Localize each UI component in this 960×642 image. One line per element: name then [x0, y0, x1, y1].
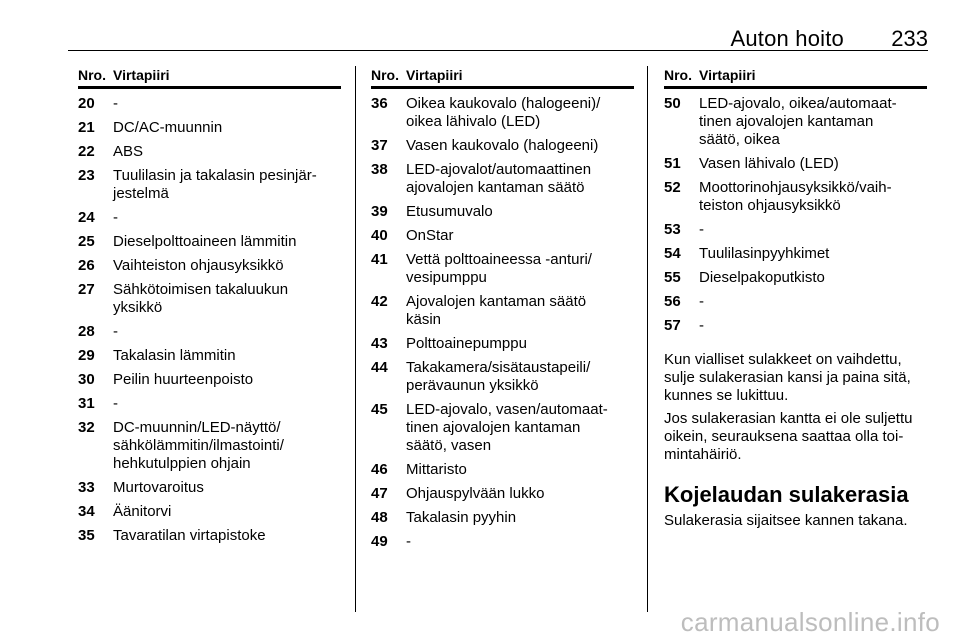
- fuse-number: 53: [664, 221, 681, 238]
- table-row: [371, 251, 634, 287]
- fuse-circuit: DC-muunnin/LED-näyttö/ sähkölämmitin/ilmastointi/ hehkutulppien ohjain: [113, 419, 284, 472]
- table-row: [78, 233, 341, 251]
- page-number: 233: [891, 26, 928, 51]
- paragraph-cover-warning: Jos sulakerasian kantta ei ole suljettu oikein, seurauksena saattaa olla toi- mintahäiriö.: [664, 410, 913, 463]
- fuse-number: 21: [78, 119, 95, 136]
- table-row: [78, 281, 341, 317]
- table-row: [664, 269, 927, 287]
- fuse-number: 50: [664, 95, 681, 112]
- fuse-number: 25: [78, 233, 95, 250]
- table-header: [371, 66, 634, 89]
- table-row: [664, 179, 927, 215]
- fuse-number: 40: [371, 227, 388, 244]
- fuse-number: 38: [371, 161, 388, 178]
- fuse-number: 51: [664, 155, 681, 172]
- table-rows: [78, 95, 341, 545]
- fuse-table-column-2: [371, 66, 634, 551]
- table-row: [371, 227, 634, 245]
- header-circuit: Virtapiiri: [113, 67, 170, 83]
- fuse-number: 43: [371, 335, 388, 352]
- table-row: [371, 461, 634, 479]
- fuse-number: 39: [371, 203, 388, 220]
- table-row: [371, 335, 634, 353]
- fuse-number: 24: [78, 209, 95, 226]
- header-circuit: Virtapiiri: [406, 67, 463, 83]
- fuse-circuit: LED-ajovalot/automaattinen ajovalojen kantaman säätö: [406, 161, 592, 196]
- table-row: [371, 137, 634, 155]
- table-row: [78, 257, 341, 275]
- fuse-circuit: Vettä polttoaineessa -anturi/ vesipumppu: [406, 251, 592, 286]
- fuse-number: 33: [78, 479, 95, 496]
- fuse-number: 46: [371, 461, 388, 478]
- table-row: [371, 95, 634, 131]
- table-row: [371, 293, 634, 329]
- fuse-circuit: Äänitorvi: [113, 503, 172, 520]
- fuse-circuit: Vaihteiston ohjausyksikkö: [113, 257, 284, 274]
- section-body: Sulakerasia sijaitsee kannen takana.: [664, 512, 908, 529]
- fuse-circuit: -: [113, 323, 118, 340]
- fuse-number: 56: [664, 293, 681, 310]
- table-header: [78, 66, 341, 89]
- fuse-circuit: Ohjauspylvään lukko: [406, 485, 545, 502]
- fuse-circuit: LED-ajovalo, vasen/automaat- tinen ajovalojen kantaman säätö, vasen: [406, 401, 608, 454]
- fuse-number: 44: [371, 359, 388, 376]
- header-number: Nro.: [78, 67, 106, 83]
- table-row: [78, 209, 341, 227]
- table-row: [371, 161, 634, 197]
- table-row: [78, 323, 341, 341]
- fuse-number: 42: [371, 293, 388, 310]
- fuse-circuit: Dieselpakoputkisto: [699, 269, 825, 286]
- fuse-circuit: Takalasin pyyhin: [406, 509, 517, 526]
- fuse-circuit: -: [699, 221, 704, 238]
- table-row: [371, 533, 634, 551]
- fuse-number: 30: [78, 371, 95, 388]
- fuse-number: 48: [371, 509, 388, 526]
- fuse-circuit: Tuulilasinpyyhkimet: [699, 245, 830, 262]
- fuse-number: 20: [78, 95, 95, 112]
- table-row: [78, 371, 341, 389]
- table-row: [664, 293, 927, 311]
- fuse-circuit: Moottorinohjausyksikkö/vaih- teiston ohjausyksikkö: [699, 179, 892, 214]
- paragraph-replace-fuses: Kun vialliset sulakkeet on vaihdettu, sulje sulakerasian kansi ja paina sitä, kunnes se lukittuu.: [664, 351, 911, 404]
- table-rows: [371, 95, 634, 551]
- header-number: Nro.: [664, 67, 692, 83]
- fuse-number: 28: [78, 323, 95, 340]
- fuse-circuit: ABS: [113, 143, 144, 160]
- page-header: [68, 18, 928, 51]
- fuse-circuit: DC/AC-muunnin: [113, 119, 223, 136]
- fuse-circuit: Vasen lähivalo (LED): [699, 155, 839, 172]
- fuse-number: 37: [371, 137, 388, 154]
- table-row: [664, 155, 927, 173]
- fuse-number: 26: [78, 257, 95, 274]
- fuse-circuit: Mittaristo: [406, 461, 467, 478]
- fuse-circuit: -: [113, 395, 118, 412]
- fuse-circuit: Ajovalojen kantaman säätö käsin: [406, 293, 587, 328]
- page-header-title: Auton hoito: [730, 26, 844, 51]
- table-header: [664, 66, 927, 89]
- table-row: [371, 509, 634, 527]
- table-row: [78, 479, 341, 497]
- column-divider: [355, 66, 356, 612]
- table-row: [664, 95, 927, 149]
- fuse-number: 54: [664, 245, 681, 262]
- fuse-number: 29: [78, 347, 95, 364]
- fuse-circuit: Takakamera/sisätaustapeili/ perävaunun yksikkö: [406, 359, 591, 394]
- table-row: [78, 395, 341, 413]
- fuse-circuit: Tuulilasin ja takalasin pesinjär- jestelmä: [113, 167, 317, 202]
- fuse-number: 23: [78, 167, 95, 184]
- table-row: [78, 95, 341, 113]
- table-row: [371, 203, 634, 221]
- fuse-number: 55: [664, 269, 681, 286]
- header-number: Nro.: [371, 67, 399, 83]
- fuse-circuit: Peilin huurteenpoisto: [113, 371, 254, 388]
- fuse-circuit: Takalasin lämmitin: [113, 347, 236, 364]
- table-rows: [664, 95, 927, 335]
- fuse-circuit: -: [699, 293, 704, 310]
- watermark: carmanualsonline.info: [680, 607, 940, 637]
- fuse-number: 45: [371, 401, 388, 418]
- fuse-circuit: Tavaratilan virtapistoke: [113, 527, 266, 544]
- fuse-circuit: Vasen kaukovalo (halogeeni): [406, 137, 599, 154]
- fuse-number: 49: [371, 533, 388, 550]
- fuse-circuit: Murtovaroitus: [113, 479, 204, 496]
- fuse-table-column-3: [664, 66, 927, 530]
- fuse-circuit: Oikea kaukovalo (halogeeni)/ oikea lähivalo (LED): [406, 95, 601, 130]
- fuse-number: 57: [664, 317, 681, 334]
- fuse-number: 52: [664, 179, 681, 196]
- fuse-circuit: -: [113, 209, 118, 226]
- fuse-number: 41: [371, 251, 388, 268]
- table-row: [664, 221, 927, 239]
- fuse-number: 31: [78, 395, 95, 412]
- fuse-number: 35: [78, 527, 95, 544]
- fuse-circuit: Polttoainepumppu: [406, 335, 527, 352]
- fuse-number: 32: [78, 419, 95, 436]
- fuse-number: 27: [78, 281, 95, 298]
- fuse-circuit: Etusumuvalo: [406, 203, 493, 220]
- fuse-circuit: Sähkötoimisen takaluukun yksikkö: [113, 281, 289, 316]
- fuse-circuit: Dieselpolttoaineen lämmitin: [113, 233, 297, 250]
- table-row: [78, 527, 341, 545]
- header-circuit: Virtapiiri: [699, 67, 756, 83]
- table-row: [78, 167, 341, 203]
- fuse-table-column-1: [78, 66, 341, 545]
- column-divider: [647, 66, 648, 612]
- table-row: [78, 419, 341, 473]
- fuse-circuit: -: [406, 533, 411, 550]
- section-title: Kojelaudan sulakerasia: [664, 482, 909, 507]
- fuse-circuit: -: [699, 317, 704, 334]
- table-row: [78, 143, 341, 161]
- table-row: [78, 347, 341, 365]
- table-row: [371, 485, 634, 503]
- table-row: [371, 359, 634, 395]
- table-row: [78, 503, 341, 521]
- fuse-circuit: -: [113, 95, 118, 112]
- fuse-circuit: LED-ajovalo, oikea/automaat- tinen ajovalojen kantaman säätö, oikea: [699, 95, 897, 148]
- fuse-number: 47: [371, 485, 388, 502]
- fuse-number: 22: [78, 143, 95, 160]
- fuse-number: 34: [78, 503, 95, 520]
- table-row: [78, 119, 341, 137]
- table-row: [371, 401, 634, 455]
- fuse-number: 36: [371, 95, 388, 112]
- table-row: [664, 245, 927, 263]
- table-row: [664, 317, 927, 335]
- fuse-circuit: OnStar: [406, 227, 454, 244]
